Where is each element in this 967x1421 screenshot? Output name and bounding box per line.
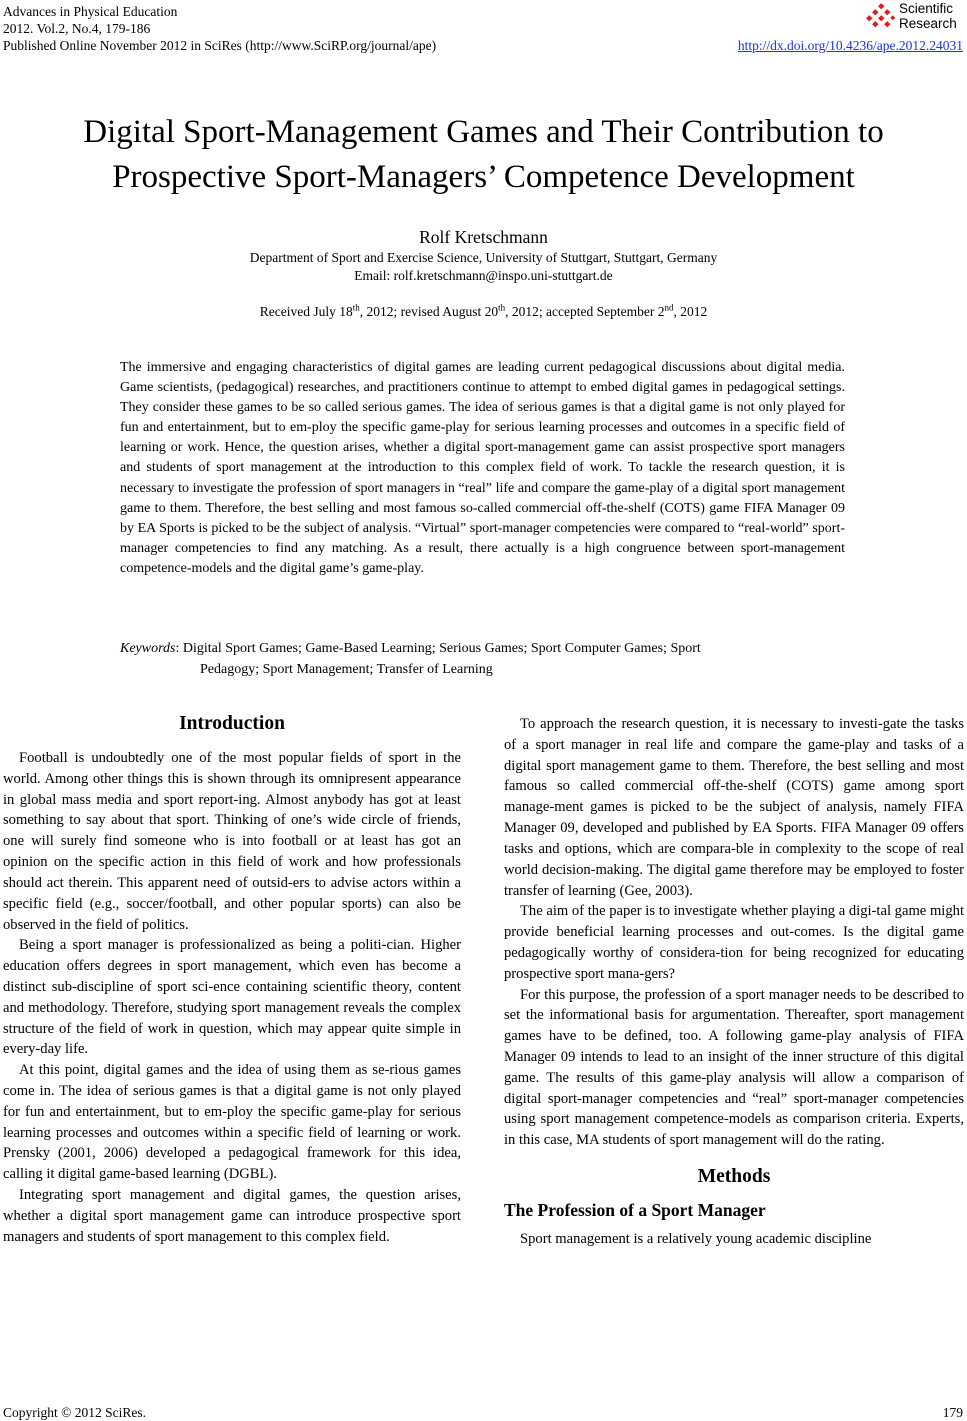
left-column [3,710,461,1248]
paper-title [0,110,967,200]
footer-copyright: Copyright © 2012 SciRes. [3,1405,147,1420]
paragraph: The aim of the paper is to investigate whether playing a digi-tal game might provide beneficial learning processes and out-comes. Is the digital game pedagogically worthy of considera-tion for being recognized for educating prospective sport mana-gers? [504,903,964,982]
abstract: The immersive and engaging characteristics of digital games are leading current pedagogical discussions about digital media. Game scientists, (pedagogical) researches, and practitioners continue to attempt to embed digital games in pedagogical settings. They consider these games to be so called serious games. The idea of serious games is that a digital game is not only played for fun and entertainment, but to em-ploy the specific game-play for serious learning processes and outcomes in a specific field of learning or work. Hence, the question arises, whether a digital sport-management game can assist prospective sport managers and students of sport management at the introduction to this complex field of work. To tackle the research question, it is necessary to investigate the profession of sport managers in “real” life and compare the game-play of a digital sport management game to them. Therefore, the best selling and most famous so-called commercial off-the-shelf (COTS) game FIFA Manager 09 by EA Sports is picked to be the subject of analysis. “Virtual” sport-manager competencies were compared to “real-world” sport-manager competencies to find any matching. As a result, there actually is a high congruence between sport-management competence-models and the digital game’s game-play. [120,360,845,576]
author-email: Email: rolf.kretschmann@inspo.uni-stuttgart.de [354,268,613,283]
title-line-2: Prospective Sport-Managers’ Competence Development [112,159,855,195]
paragraph: To approach the research question, it is necessary to investi-gate the tasks of a sport manager in real life and compare the game-play and tasks of a digital sport management game to them. Therefore, the best selling and most famous so called commercial off-the-shelf (COTS) game among sport manage-ment games is picked to be the subject of analysis, namely FIFA Manager 09, developed and published by EA Sports. FIFA Manager 09 offers tasks and options, which are compara-ble in complexity to the scope of real world decision-making. The digital game therefore may be employed to foster transfer of learning (Gee, 2003). [504,716,964,899]
page-number: 179 [942,1405,963,1420]
publisher-logo-icon [866,3,896,29]
journal-volume: 2012. Vol.2, No.4, 179-186 [3,21,151,36]
paragraph: Sport management is a relatively young academic discipline [520,1231,872,1248]
section-heading-methods: Methods [697,1166,771,1188]
logo-text-line1: Scientific [899,1,954,16]
keywords-line-2: Pedagogy; Sport Management; Transfer of Learning [200,662,493,677]
paragraph: Being a sport manager is professionalized as being a politi-cian. Higher education offers degrees in sport management, which even has become a distinct sub-discipline of sport sci-ence containing scientific theory, content and methodology. Therefore, studying sport management reveals the complex structure of the field of work in question, which may appear quite simple in every-day life. [3,937,461,1058]
keywords-label: Keywords [120,641,176,656]
keywords: Keywords: Digital Sport Games; Game-Based Learning; Serious Games; Sport Computer Games; Sport Pedagogy; Sport Management; Transfer of Learning [120,638,845,680]
published-online: Published Online November 2012 in SciRes (http://www.SciRP.org/journal/ape) [3,38,437,53]
section-heading-introduction: Introduction [179,713,285,734]
title-line-1: Digital Sport-Management Games and Their Contribution to [83,114,884,150]
paragraph: At this point, digital games and the idea of using them as se-rious games come in. The idea of serious games is that a digital game is not only played for fun and entertainment, but to em-ploy the specific game-play for serious learning processes and outcomes within a specific field of learning or work. Prensky (2001, 2006) developed a pedagogical framework for this idea, calling it digital game-based learning (DGBL). [3,1062,461,1183]
right-column [504,714,964,1250]
subsection-heading: The Profession of a Sport Manager [504,1200,766,1221]
author-name: Rolf Kretschmann [419,227,548,247]
paragraph: For this purpose, the profession of a sport manager needs to be described to set the informational basis for argumentation. Thereafter, sport management games have to be defined, too. A following game-play analysis of FIFA Manager 09 intends to lead to an insight of the inner structure of this digital game. The results of this game-play analysis will allow a comparison of digital sport-manager competencies and “real” sport-manager competencies using sport management competence-models as comparison criteria. Experts, in this case, MA students of sport management will do the rating. [504,986,964,1149]
logo-text-line2: Research [899,16,957,31]
keywords-line-1: Digital Sport Games; Game-Based Learning; Serious Games; Sport Computer Games; Sport [182,641,701,656]
paragraph: Football is undoubtedly one of the most popular fields of sport in the world. Among other things this is shown through its omnipresent appearance in global mass media and sport report-ing. Almost anybody has got at least something to say about that sport. Thinking of one’s wide circle of friends, one will surely find someone who is into football or at least has got an opinion on the specific action in this field of work and how professionals should act therein. This apparent need of outsid-ers to advise actors within a specific field (e.g., soccer/football, and other popular sports) can also be observed in the field of politics. [3,750,461,933]
publisher-logo [866,0,966,34]
affiliation: Department of Sport and Exercise Science, University of Stuttgart, Stuttgart, Germany [249,250,718,265]
journal-info [3,3,436,54]
journal-name: Advances in Physical Education [3,4,178,19]
paragraph: Integrating sport management and digital games, the question arises, whether a digital sport management game can introduce prospective sport managers and students of sport management to this complex field. [3,1187,461,1245]
doi-link[interactable]: http://dx.doi.org/10.4236/ape.2012.24031 [737,38,963,53]
received-dates: Received July 18th, 2012; revised August 20th, 2012; accepted September 2nd, 2012 [259,302,708,319]
